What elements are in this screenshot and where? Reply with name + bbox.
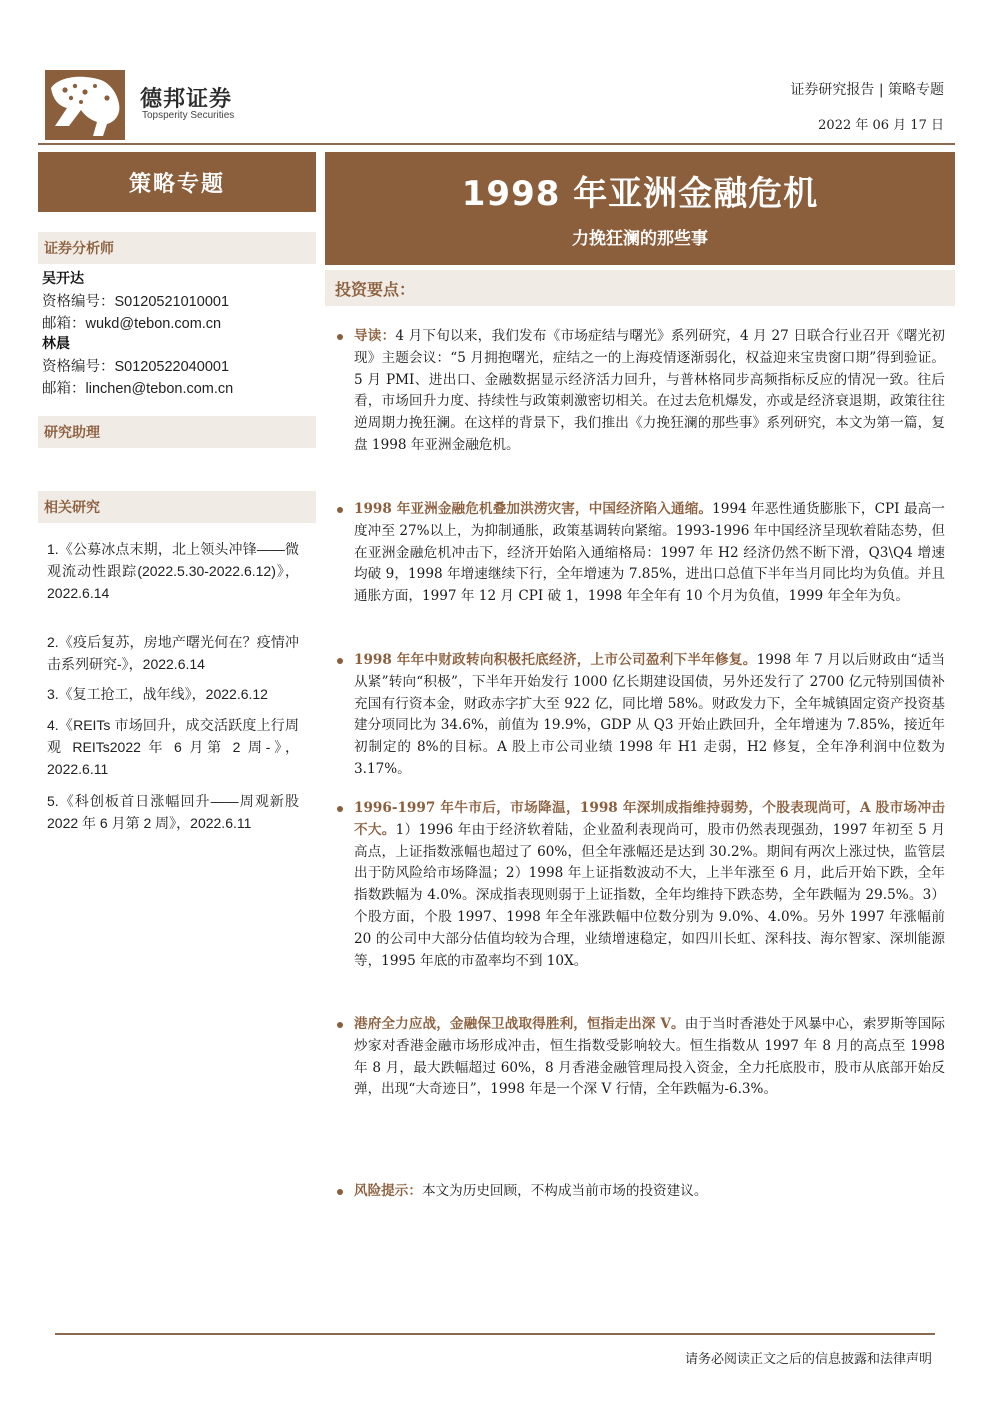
risk-warning-head: 风险提示： — [354, 1183, 422, 1199]
key-point-head: 1998 年年中财政转向积极托底经济，上市公司盈利下半年修复。 — [354, 652, 757, 668]
key-point — [337, 650, 945, 781]
key-point-body: 1）1996 年由于经济软着陆，企业盈利表现尚可，股市仍然表现强劲，1997 年初至 5 月高点，上证指数涨幅也超过了 60%，但全年涨幅还是达到 30.2%。期间有两次上涨过快，监管层出于防风险给市场降温；2）1998 年上证指数波动不大，上半年涨至 6 月，此后开始下跌，全年指数跌幅为 4.0%。深成指表现则弱于上证指数，全年均维持下跌态势，全年跌幅为 29.5%。3）个股方面，个股 1997、1998 年全年涨跌幅中位数分别为 9.0%、4.0%。另外 1997 年涨幅前 20 的公司中大部分估值均较为合理，业绩增速稳定，如四川长虹、深科技、海尔智家、深圳能源等，1995 年底的市盈率均不到 10X。 — [354, 821, 945, 969]
related-research-item[interactable]: 2.《疫后复苏，房地产曙光何在？疫情冲击系列研究-》，2022.6.14 — [47, 634, 299, 672]
key-points-header: 投资要点： — [325, 270, 955, 306]
key-point-head: 1998 年亚洲金融危机叠加洪涝灾害，中国经济陷入通缩。 — [354, 501, 713, 517]
related-research-item[interactable]: 5.《科创板首日涨幅回升——周观新股 2022 年 6 月第 2 周》，2022.6.11 — [47, 793, 299, 831]
analyst-name: 林晨 — [42, 336, 70, 352]
bullet-icon — [337, 334, 343, 340]
report-title: 1998 年亚洲金融危机 — [461, 174, 819, 214]
bullet-icon — [337, 658, 343, 664]
leopard-logo-icon — [45, 70, 125, 140]
analyst-license: 资格编号：S0120522040001 — [42, 359, 230, 375]
bullet-icon — [337, 1189, 343, 1195]
report-type: 证券研究报告 | 策略专题 — [790, 82, 944, 98]
key-point-body: 4 月下旬以来，我们发布《市场症结与曙光》系列研究，4 月 27 日联合行业召开《曙光初现》主题会议：“5 月拥抱曙光，症结之一的上海疫情逐渐弱化，权益迎来宝贵窗口期”得到验证。5 月 PMI、进出口、金融数据显示经济活力回升，与普林格同步高频指标反应的情况一致。往后看，市场回升力度、持续性与政策刺激密切相关。在过去危机爆发，亦或是经济衰退期，政策往往逆周期力挽狂澜。在这样的背景下，我们推出《力挽狂澜的那些事》系列研究，本文为第一篇，复盘 1998 年亚洲金融危机。 — [354, 328, 945, 453]
brand-name: 德邦证券 — [140, 87, 233, 112]
brand-name-english: Topsperity Securities — [142, 110, 235, 121]
risk-warning-body: 本文为历史回顾，不构成当前市场的投资建议。 — [421, 1183, 708, 1199]
key-point — [337, 798, 945, 972]
title-banner — [325, 152, 955, 265]
key-point — [337, 1014, 945, 1101]
related-research-header: 相关研究 — [38, 491, 316, 523]
key-point-body: 1998 年 7 月以后财政由“适当从紧”转向“积极”，下半年开始发行 1000 亿长期建设国债，另外还发行了 2700 亿元特别国债补充国有行资本金，财政赤字扩大至 922 亿，同比增 58%。财政发力下，全年城镇固定资产投资基建分项同比为 34.6%，前值为 19.9%，GDP 从 Q3 开始止跌回升，全年增速为 7.85%，接近年初制定的 8%的目标。A 股上市公司业绩 1998 年 H1 走弱，H2 修复，全年净利润中位数为 3.17%。 — [354, 652, 945, 777]
key-point-head: 1996-1997 年牛市后，市场降温，1998 年深圳成指维持弱势，个股表现尚可，A 股市场冲击不大。 — [354, 800, 945, 838]
report-date: 2022 年 06 月 17 日 — [818, 118, 944, 133]
category-banner: 策略专题 — [38, 152, 316, 212]
assistant-section-header: 研究助理 — [38, 416, 316, 448]
footer-divider — [55, 1333, 935, 1335]
key-point — [337, 326, 945, 457]
key-point — [337, 499, 945, 608]
risk-warning — [337, 1181, 945, 1203]
related-research-item[interactable]: 4.《REITs 市场回升，成交活跃度上行周观 REITs2022 年 6 月第 2 周-》，2022.6.11 — [47, 717, 299, 777]
bullet-icon — [337, 1022, 343, 1028]
related-research-item[interactable]: 3.《复工抢工，战年线》，2022.6.12 — [47, 686, 268, 702]
related-research-item[interactable]: 1.《公募冰点末期，北上领头冲锋——微观流动性跟踪(2022.5.30-2022.6.12)》，2022.6.14 — [47, 541, 299, 601]
analyst-section-header: 证券分析师 — [38, 232, 316, 264]
key-point-head: 港府全力应战，金融保卫战取得胜利，恒指走出深 V。 — [354, 1016, 685, 1032]
bullet-icon — [337, 507, 343, 513]
report-subtitle: 力挽狂澜的那些事 — [572, 229, 708, 249]
header-divider — [38, 143, 955, 145]
analyst-email[interactable]: 邮箱：wukd@tebon.com.cn — [42, 316, 222, 332]
analyst-license: 资格编号：S0120521010001 — [42, 294, 230, 310]
key-point-body: 由于当时香港处于风暴中心，索罗斯等国际炒家对香港金融市场形成冲击，恒生指数受影响较大。恒生指数从 1997 年 8 月的高点至 1998 年 8 月，最大跌幅超过 60%，8 月香港金融管理局投入资金，全力托底股市，股市从底部开始反弹，出现“大奇迹日”，1998 年是一个深 V 行情，全年跌幅为-6.3%。 — [354, 1016, 946, 1098]
bullet-icon — [337, 806, 343, 812]
key-point-body: 1994 年恶性通货膨胀下，CPI 最高一度冲至 27%以上，为抑制通胀，政策基调转向紧缩。1993-1996 年中国经济呈现软着陆态势，但在亚洲金融危机冲击下，经济开始陷入通缩格局：1997 年 H2 经济仍然不断下滑，Q3\Q4 增速均破 9，1998 年增速继续下行，全年增速为 7.85%，进出口总值下半年当月同比均为负值。并且通胀方面，1997 年 12 月 CPI 破 1，1998 年全年有 10 个月为负值，1999 年全年为负。 — [354, 501, 945, 605]
analyst-email[interactable]: 邮箱：linchen@tebon.com.cn — [42, 381, 234, 397]
company-logo — [45, 70, 125, 140]
analyst-name: 吴开达 — [42, 271, 84, 287]
legal-disclaimer: 请务必阅读正文之后的信息披露和法律声明 — [684, 1352, 932, 1367]
key-point-head: 导读： — [354, 328, 396, 344]
